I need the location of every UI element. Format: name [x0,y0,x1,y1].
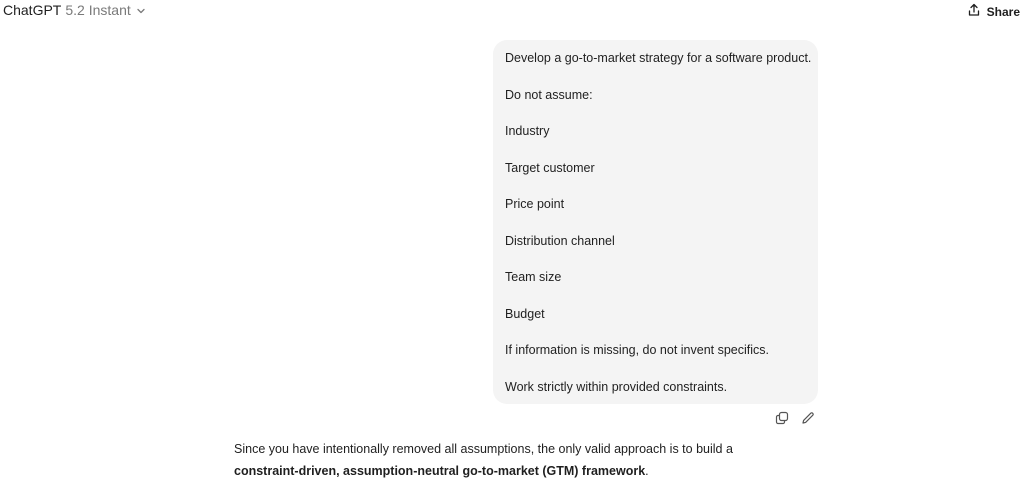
assistant-text: Since you have intentionally removed all assumptions, the only valid approach is to build a [234,442,733,456]
user-message-paragraph: If information is missing, do not invent specifics. [505,343,770,357]
user-message-paragraph: Industry [505,124,550,138]
user-message-paragraph: Price point [505,197,565,211]
edit-icon [801,411,815,430]
message-actions [774,412,816,428]
user-message-paragraph: Do not assume: [505,87,593,102]
share-icon [967,3,981,20]
user-message-paragraph: Distribution channel [505,233,615,248]
edit-button[interactable] [800,412,816,428]
model-name: ChatGPT [3,2,62,18]
assistant-bold-text: constraint-driven, assumption-neutral go-to-market (GTM) framework [234,464,646,478]
chevron-down-icon [135,4,147,16]
copy-icon [775,411,789,430]
user-message-paragraph: Target customer [505,160,595,175]
user-message-paragraph: Develop a go-to-market strategy for a software product. [505,51,812,65]
model-version: 5.2 Instant [65,2,131,18]
user-message-paragraph: Work strictly within provided constraints. [505,379,728,394]
user-message-paragraph: Team size [505,270,562,284]
assistant-text-end: . [645,464,649,478]
user-message-bubble [493,40,818,404]
assistant-message [234,438,794,482]
model-selector[interactable] [3,2,147,18]
share-button[interactable] [967,3,1020,20]
user-message-paragraph: Budget [505,306,545,321]
top-bar [0,0,1024,24]
copy-button[interactable] [774,412,790,428]
share-label: Share [986,4,1020,19]
